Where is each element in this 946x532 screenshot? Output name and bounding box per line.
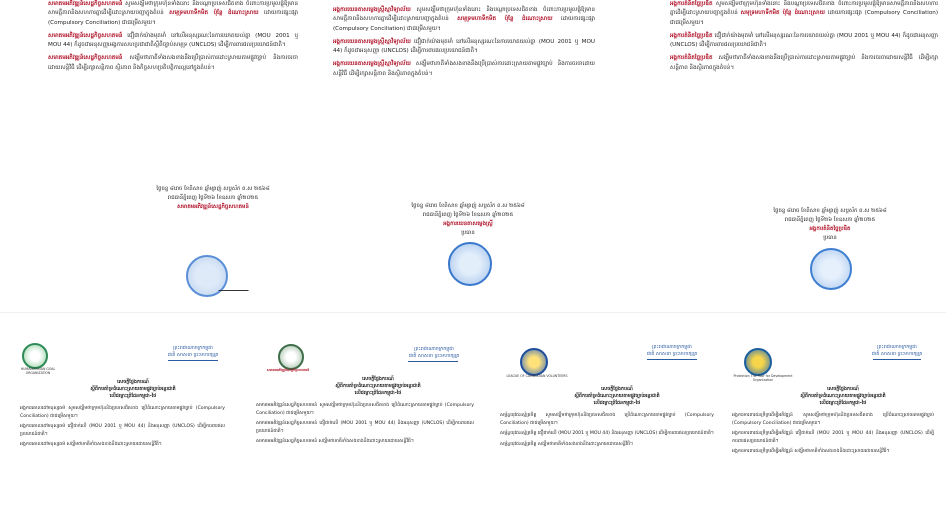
paragraph-3: សម្ព័ន្ធយុវជនស្ម័គ្រចិត្ត សង្ឃឹមថាភាគីទាំងសងខាងនឹងដោះស្រាយដោយសន្តិវិធី។ — [500, 441, 634, 447]
organization-logo-icon — [22, 343, 48, 369]
doc-subtitle: ស្តីពីការគាំទ្រដំណោះស្រាយតាមផ្លូវច្បាប់អន្តរជាតិ — [335, 384, 421, 389]
signature-block — [383, 202, 553, 238]
org-name: អង្គការគំនិតច្នៃប្រឌិត — [809, 226, 851, 232]
paragraph-1: អង្គការគំនិតច្នៃប្រឌិត សូមសង្ឃឹមថាក្រុមហ៊ុនទាំងនោះ និងបណ្តាប្រទេសជិតខាង ចំពោះការប្រមូលផ្តុំឱ្យមានសាមគ្គីភាពនិងសហការគ្នាដើម្បីដោះស្រាយបញ្ហាក្នុងតំបន់ សមុទ្រមហាទឹកមិត ប៉ុន្តែ ដំណោះស្រាយ ដោយការផ្សះផ្សា (Compulsory Conciliation) ជាជម្រើសមួយ។ — [670, 1, 938, 26]
paragraph-3: អង្គការការពារជនក្រីក្រដើម្បីអភិវឌ្ឍន៍ សង្ឃឹមថាភាគីទាំងសងខាងនឹងដោះស្រាយដោយសន្តិវិធី។ — [732, 449, 890, 455]
doc-subtitle-2: លើជម្លោះព្រំដែនកម្ពុជា-ថៃ — [354, 391, 402, 396]
logo-caption: HUMANITARIAN GOAL ORGANIZATION — [20, 367, 56, 375]
doc-subtitle-2: លើជម្លោះព្រំដែនកម្ពុជា-ថៃ — [109, 394, 157, 399]
place-line: រាជធានីភ្នំពេញ ថ្ងៃទី២៦ ខែឧសភា ឆ្នាំ២០២៥ — [167, 195, 259, 201]
kingdom-name: ព្រះរាជាណាចក្រកម្ពុជា — [173, 346, 213, 351]
org-name: អង្គការយេនតាសម្លេងស្ត្រី — [443, 221, 493, 227]
paragraph-3: សមាគមអភិវឌ្ឍន៍សេដ្ឋកិច្ចសហគមន៍ សង្ឃឹមថាភាគីទាំងសងខាងនឹងដោះស្រាយដោយសន្តិវិធី។ — [256, 439, 414, 445]
motto: ជាតិ សាសនា ព្រះមហាក្សត្រ — [871, 352, 923, 357]
statement-bottom-1 — [8, 335, 230, 532]
header-rule — [408, 361, 458, 362]
paragraph-2: អង្គការយេនតាសម្លេងស្ត្រីស្មាវិទ្យាល័យ ជឿជាក់យ៉ាងមុតមាំ នៅលើអនុស្សរណៈនៃការយោគយល់គ្នា (MOU 2001 ឬ MOU 44) ក៏ដូចជាអនុសញ្ញា (UNCLOS) ដើម្បីការពារផលប្រយោជន៍ជាតិ។ — [333, 38, 595, 55]
heading — [758, 386, 928, 407]
statement-top-middle — [333, 0, 595, 305]
signature-block — [745, 207, 915, 243]
doc-title: សេចក្តីថ្លែងការណ៍ — [601, 387, 633, 392]
header-rule — [168, 360, 218, 361]
paragraph-3: សមាគមអភិវឌ្ឍន៍សេដ្ឋកិច្ចសហគមន៍ សង្ឃឹមថាភាគីទាំងសងខាងនឹងប្រើប្រាស់ការដោះស្រាយតាមផ្លូវច្បាប់ និងការចរចាដោយសន្តិវិធី ដើម្បីរក្សាសន្តិភាព ស្ថិរភាព និងកិច្ចសហប្រតិបត្តិការល្អនៅក្នុងតំបន់។ — [48, 55, 298, 71]
organization-logo-icon — [520, 348, 548, 376]
motto: ជាតិ សាសនា ព្រះមហាក្សត្រ — [646, 352, 698, 357]
statement-bottom-3 — [492, 338, 720, 532]
header-rule — [647, 359, 697, 360]
place-line: រាជធានីភ្នំពេញ ថ្ងៃទី២៦ ខែឧសភា ឆ្នាំ២០២៥ — [422, 212, 514, 218]
motto: ជាតិ សាសនា ព្រះមហាក្សត្រ — [167, 353, 219, 358]
signer-title: ប្រធាន — [461, 230, 475, 236]
logo-caption: LEAGUE OF CAMBODIAN VOLUNTEERS — [506, 374, 568, 378]
paragraph-2: សមាគមអភិវឌ្ឍន៍សេដ្ឋកិច្ចសហគមន៍ ជឿជាក់យ៉ាងមុតមាំ នៅលើអនុស្សរណៈនៃការយោគយល់គ្នា (MOU 2001 ឬ MOU 44) ក៏ដូចជាអនុសញ្ញាអង្គការសហប្រជាជាតិស្តីពីច្បាប់សមុទ្រ (UNCLOS) ដើម្បីការពារផលប្រយោជន៍ជាតិ។ — [48, 32, 298, 49]
kingdom-name: ព្រះរាជាណាចក្រកម្ពុជា — [652, 345, 692, 350]
signer-title: ប្រធាន — [823, 235, 837, 241]
date-line: ថ្ងៃចន្ទ ៨រោច ខែពិសាខ ឆ្នាំម្សាញ់ សប្តស័ក ព.ស ២៥៦៨ — [411, 203, 525, 209]
logo-caption: សមាគមអភិវឌ្ឍន៍សេដ្ឋកិច្ចសហគមន៍ — [266, 368, 310, 372]
official-seal-icon — [448, 242, 492, 286]
kingdom-name: ព្រះរាជាណាចក្រកម្ពុជា — [414, 347, 454, 352]
kingdom-header — [858, 344, 936, 358]
heading — [48, 379, 218, 400]
paragraph-1: អង្គការគោលដៅមនុស្សធម៌ សូមសង្ឃឹមថាក្រុមហ៊ុននិងប្រទេសជិតខាង ប្រើដំណោះស្រាយតាមផ្លូវច្បាប់ (Compulsory Conciliation) ជាជម្រើសមួយ។ — [20, 406, 225, 419]
heading — [532, 386, 702, 407]
doc-subtitle-2: លើជម្លោះព្រំដែនកម្ពុជា-ថៃ — [593, 401, 641, 406]
paragraph-2: សមាគមអភិវឌ្ឍន៍សេដ្ឋកិច្ចសហគមន៍ ជឿជាក់លើ (MOU 2001 ឬ MOU 44) និងអនុសញ្ញា (UNCLOS) ដើម្បីការពារផលប្រយោជន៍ជាតិ។ — [256, 421, 474, 434]
paragraph-1: អង្គការយេនតាសម្លេងស្ត្រីស្មាវិទ្យាល័យ សូមសង្ឃឹមថាក្រុមហ៊ុនទាំងនោះ និងបណ្តាប្រទេសជិតខាង ចំពោះការប្រមូលផ្តុំឱ្យមានសាមគ្គីភាពនិងសហការគ្នាដើម្បីដោះស្រាយបញ្ហាក្នុងតំបន់ សមុទ្រមហាទឹកមិត ប៉ុន្តែ ដំណោះស្រាយ ដោយការផ្សះផ្សា (Compulsory Conciliation) ជាជម្រើសមួយ។ — [333, 7, 595, 32]
paragraph-2: សម្ព័ន្ធយុវជនស្ម័គ្រចិត្ត ជឿជាក់លើ (MOU 2001 ឬ MOU 44) និងអនុសញ្ញា (UNCLOS) ដើម្បីការពារផលប្រយោជន៍ជាតិ។ — [500, 431, 714, 437]
doc-subtitle: ស្តីពីការគាំទ្រដំណោះស្រាយតាមផ្លូវច្បាប់អន្តរជាតិ — [800, 394, 886, 399]
paragraph-2: អង្គការគោលដៅមនុស្សធម៌ ជឿជាក់លើ (MOU 2001 ឬ MOU 44) និងអនុសញ្ញា (UNCLOS) ដើម្បីការពារផលប្រយោជន៍ជាតិ។ — [20, 424, 225, 437]
kingdom-header — [158, 345, 228, 359]
place-line: រាជធានីភ្នំពេញ ថ្ងៃទី២៦ ខែឧសភា ឆ្នាំ២០២៥ — [784, 217, 876, 223]
official-seal-icon — [810, 248, 852, 290]
paragraph-3: អង្គការគោលដៅមនុស្សធម៌ សង្ឃឹមថាភាគីទាំងសងខាងនឹងដោះស្រាយដោយសន្តិវិធី។ — [20, 442, 162, 448]
paragraph-1: សមាគមអភិវឌ្ឍន៍សេដ្ឋកិច្ចសហគមន៍ សូមសង្ឃឹមថាក្រុមហ៊ុននិងប្រទេសជិតខាង ប្រើដំណោះស្រាយតាមផ្លូវច្បាប់ (Compulsory Conciliation) ជាជម្រើសមួយ។ — [256, 403, 474, 416]
doc-title: សេចក្តីថ្លែងការណ៍ — [827, 387, 859, 392]
doc-subtitle: ស្តីពីការគាំទ្រដំណោះស្រាយតាមផ្លូវច្បាប់អន្តរជាតិ — [90, 387, 176, 392]
paragraph-1: សម្ព័ន្ធយុវជនស្ម័គ្រចិត្ត សូមសង្ឃឹមថាក្រុមហ៊ុននិងប្រទេសជិតខាង ប្រើដំណោះស្រាយតាមផ្លូវច្បាប់ (Compulsory Conciliation) ជាជម្រើសមួយ។ — [500, 413, 714, 426]
org-name: សមាគមអភិវឌ្ឍន៍សេដ្ឋកិច្ចសហគមន៍ — [177, 204, 249, 210]
statement-bottom-4 — [728, 338, 938, 532]
motto: ជាតិ សាសនា ព្រះមហាក្សត្រ — [408, 354, 460, 359]
date-line: ថ្ងៃចន្ទ ៨រោច ខែពិសាខ ឆ្នាំម្សាញ់ សប្តស័ក ព.ស ២៥៦៨ — [156, 186, 270, 192]
doc-subtitle-2: លើជម្លោះព្រំដែនកម្ពុជា-ថៃ — [819, 401, 867, 406]
kingdom-name: ព្រះរាជាណាចក្រកម្ពុជា — [877, 345, 917, 350]
paragraph-2: អង្គការការពារជនក្រីក្រដើម្បីអភិវឌ្ឍន៍ ជឿជាក់លើ (MOU 2001 ឬ MOU 44) និងអនុសញ្ញា (UNCLOS) ដើម្បីការពារផលប្រយោជន៍ជាតិ។ — [732, 431, 934, 444]
doc-title: សេចក្តីថ្លែងការណ៍ — [362, 377, 394, 382]
statement-top-right — [670, 0, 938, 305]
date-line: ថ្ងៃចន្ទ ៨រោច ខែពិសាខ ឆ្នាំម្សាញ់ សប្តស័ក ព.ស ២៥៦៨ — [773, 208, 887, 214]
paragraph-3: អង្គការយេនតាសម្លេងស្ត្រីស្មាវិទ្យាល័យ សង្ឃឹមថាភាគីទាំងសងខាងនឹងប្រើប្រាស់ការដោះស្រាយតាមផ្លូវច្បាប់ និងការចរចាដោយសន្តិវិធី ដើម្បីរក្សាសន្តិភាព និងស្ថិរភាពក្នុងតំបន់។ — [333, 61, 595, 77]
paragraph-3: អង្គការគំនិតច្នៃប្រឌិត សង្ឃឹមថាភាគីទាំងសងខាងនឹងប្រើប្រាស់ការដោះស្រាយតាមផ្លូវច្បាប់ និងការចរចាដោយសន្តិវិធី ដើម្បីរក្សាសន្តិភាព និងស្ថិរភាពក្នុងតំបន់។ — [670, 55, 938, 71]
row-divider — [0, 312, 946, 313]
doc-subtitle: ស្តីពីការគាំទ្រដំណោះស្រាយតាមផ្លូវច្បាប់អន្តរជាតិ — [574, 394, 660, 399]
heading — [288, 376, 468, 397]
logo-caption: Protection The Poor for Development Organization — [733, 374, 793, 382]
statement-top-left — [48, 0, 298, 305]
paragraph-2: អង្គការគំនិតច្នៃប្រឌិត ជឿជាក់យ៉ាងមុតមាំ នៅលើអនុស្សរណៈនៃការយោគយល់គ្នា (MOU 2001 ឬ MOU 44) ក៏ដូចជាអនុសញ្ញា (UNCLOS) ដើម្បីការពារផលប្រយោជន៍ជាតិ។ — [670, 32, 938, 49]
statement-bottom-2 — [248, 340, 478, 532]
header-rule — [873, 359, 921, 360]
kingdom-header — [398, 346, 470, 360]
signature-block — [128, 185, 298, 212]
paragraph-1: អង្គការការពារជនក្រីក្រដើម្បីអភិវឌ្ឍន៍ សូមសង្ឃឹមថាក្រុមហ៊ុននិងប្រទេសជិតខាង ប្រើដំណោះស្រាយតាមផ្លូវច្បាប់ (Compulsory Conciliation) ជាជម្រើសមួយ។ — [732, 413, 934, 426]
kingdom-header — [632, 344, 712, 358]
organization-logo-icon — [278, 344, 304, 370]
organization-logo-icon — [744, 348, 772, 376]
signature-icon — [218, 282, 251, 291]
doc-title: សេចក្តីថ្លែងការណ៍ — [117, 380, 149, 385]
paragraph-1: សមាគមអភិវឌ្ឍន៍សេដ្ឋកិច្ចសហគមន៍ សូមសង្ឃឹមថាក្រុមហ៊ុនទាំងនោះ និងបណ្តាប្រទេសជិតខាង ចំពោះការប្រមូលផ្តុំឱ្យមានសាមគ្គីភាពនិងសហការគ្នាដើម្បីដោះស្រាយបញ្ហាក្នុងតំបន់ សមុទ្រមហាទឹកមិត ប៉ុន្តែ ដំណោះស្រាយ ដោយការផ្សះផ្សា (Compulsory Conciliation) ជាជម្រើសមួយ។ — [48, 1, 298, 26]
